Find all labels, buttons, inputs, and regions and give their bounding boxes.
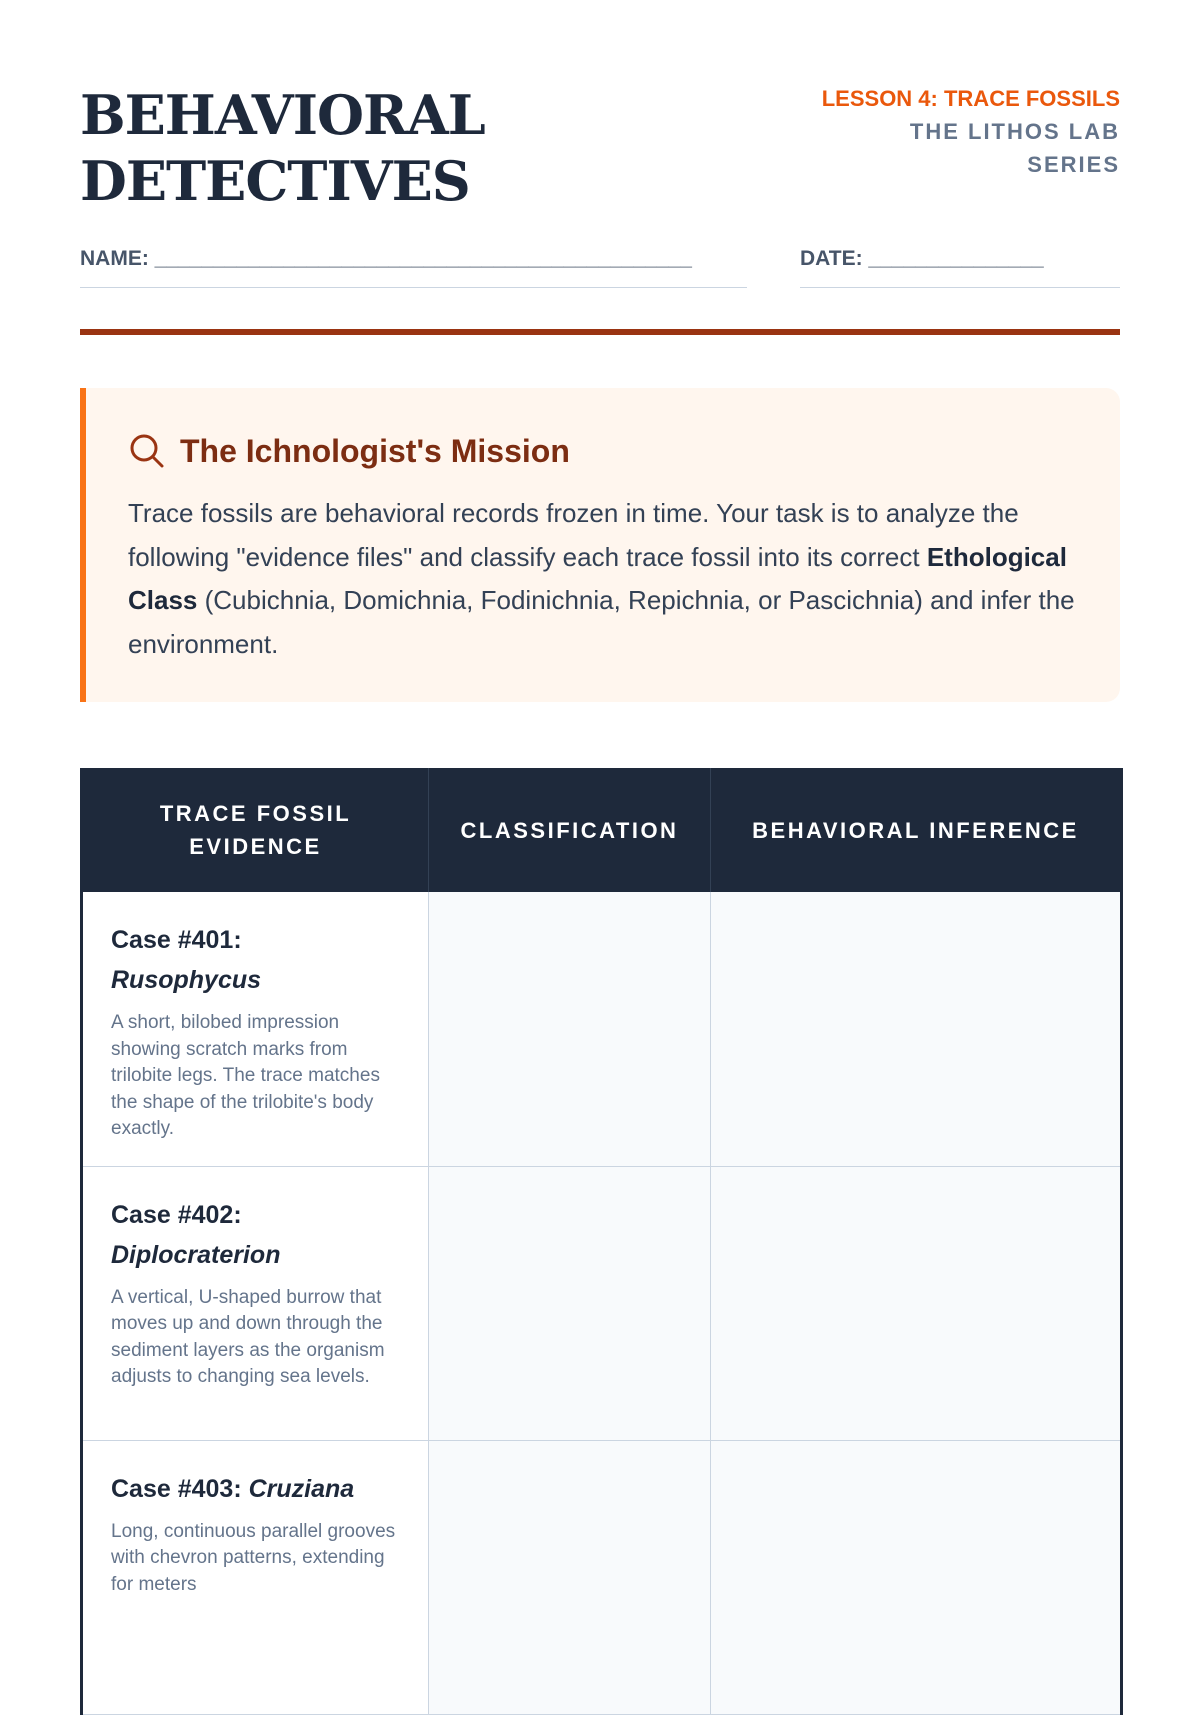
worksheet-title bbox=[80, 82, 485, 214]
mission-text-part-2: (Cubichnia, Domichnia, Fodinichnia, Repichnia, or Pascichnia) and infer the environment. bbox=[128, 585, 1075, 659]
date-field[interactable]: DATE: _______________ bbox=[800, 247, 1120, 288]
search-icon bbox=[128, 432, 166, 470]
column-header-inference: BEHAVIORAL INFERENCE bbox=[711, 768, 1122, 892]
column-header-evidence: TRACE FOSSIL EVIDENCE bbox=[82, 768, 429, 892]
series-label: THE LITHOS LAB SERIES bbox=[909, 119, 1120, 177]
table-row bbox=[82, 892, 1122, 1166]
evidence-cell bbox=[82, 1440, 429, 1714]
table-row bbox=[82, 1440, 1122, 1714]
table-row bbox=[82, 1166, 1122, 1440]
case-genus: Cruziana bbox=[248, 1474, 355, 1503]
inference-cell[interactable] bbox=[711, 1440, 1122, 1714]
evidence-cell bbox=[82, 892, 429, 1166]
table-header-row bbox=[82, 768, 1122, 892]
evidence-cell bbox=[82, 1166, 429, 1440]
column-header-classification: CLASSIFICATION bbox=[429, 768, 711, 892]
case-heading bbox=[111, 1469, 400, 1509]
inference-cell[interactable] bbox=[711, 892, 1122, 1166]
case-description: Long, continuous parallel grooves with chevron patterns, extending for meters bbox=[111, 1520, 396, 1595]
header-divider bbox=[80, 329, 1120, 335]
mission-text bbox=[128, 492, 1078, 666]
lesson-label: LESSON 4: TRACE FOSSILS bbox=[821, 86, 1120, 111]
classification-cell[interactable] bbox=[429, 892, 711, 1166]
case-label: Case #401: bbox=[111, 926, 242, 954]
mission-text-bold: Ethological Class bbox=[128, 541, 1067, 615]
case-genus: Diplocraterion bbox=[111, 1240, 281, 1269]
case-genus: Rusophycus bbox=[111, 966, 262, 994]
mission-box bbox=[80, 388, 1120, 702]
inference-cell[interactable] bbox=[711, 1166, 1122, 1440]
mission-heading bbox=[128, 432, 570, 470]
classification-cell[interactable] bbox=[429, 1440, 711, 1714]
title-line-2: DETECTIVES bbox=[80, 149, 470, 213]
title-line-1: BEHAVIORAL bbox=[80, 83, 485, 147]
case-label: Case #403: bbox=[111, 1474, 242, 1503]
classification-cell[interactable] bbox=[429, 1166, 711, 1440]
evidence-table bbox=[80, 768, 1123, 1715]
case-description: A vertical, U-shaped burrow that moves up and down through the sediment layers as the organism adjusts to changing sea levels. bbox=[111, 1286, 385, 1387]
mission-text-part-1: Trace fossils are behavioral records frozen in time. Your task is to analyze the following "evidence files" and classify each trace fossil into its correct bbox=[128, 498, 1019, 572]
case-label: Case #402: bbox=[111, 1200, 242, 1229]
name-field[interactable]: NAME: ______________________________________________ bbox=[80, 247, 747, 288]
case-heading bbox=[111, 920, 400, 1000]
lesson-info bbox=[822, 82, 1120, 181]
case-heading bbox=[111, 1195, 400, 1275]
case-description: A short, bilobed impression showing scratch marks from trilobite legs. The trace matches the shape of the trilobite's body exactly. bbox=[111, 1012, 380, 1139]
mission-title: The Ichnologist's Mission bbox=[180, 432, 570, 469]
